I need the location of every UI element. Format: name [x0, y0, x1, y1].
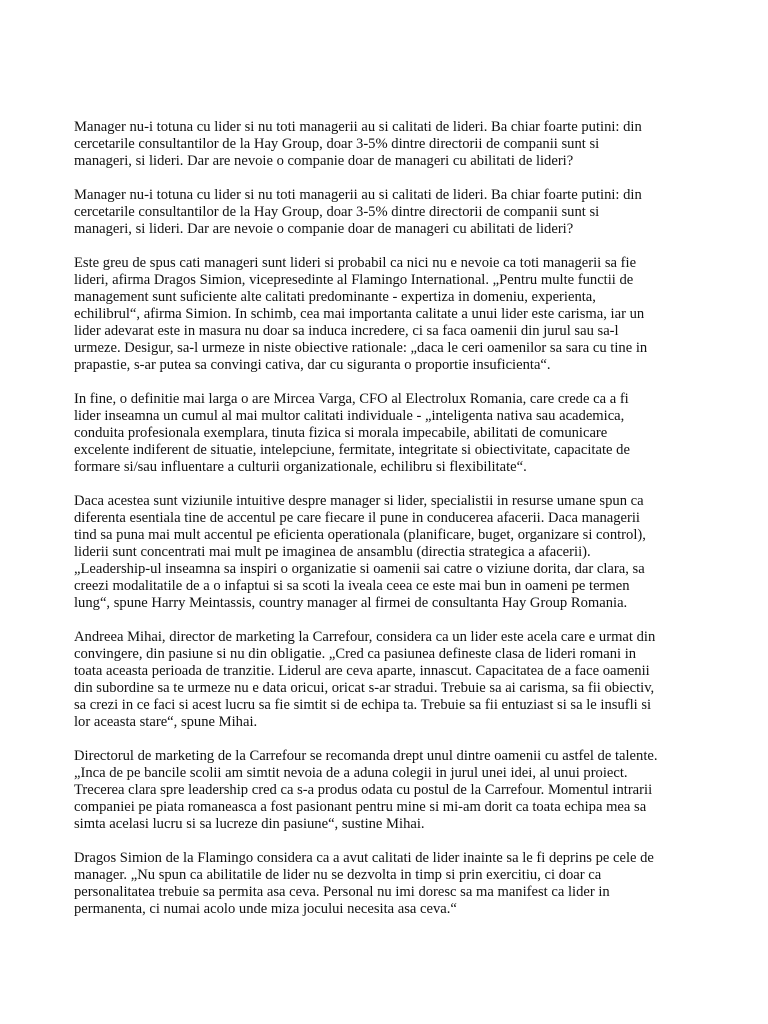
text-line: lider inseamna un cumul al mai multor calitati individuale - „inteligenta nativa sau academica,	[74, 408, 625, 424]
text-line: Andreea Mihai, director de marketing la Carrefour, considera ca un lider este acela care e urmat din	[74, 629, 656, 645]
text-line: Trecerea clara spre leadership cred ca s-a produs odata cu postul de la Carrefour. Momentul intrarii	[74, 782, 653, 798]
paragraph-1	[74, 119, 708, 170]
text-line: lor aceasta stare“, spune Mihai.	[74, 714, 258, 730]
text-line: „Leadership-ul inseamna sa inspiri o organizatie si oamenii sai catre o viziune dorita, dar clara, sa	[74, 561, 645, 577]
text-line: cercetarile consultantilor de la Hay Group, doar 3-5% dintre directorii de companii sunt si	[74, 136, 600, 152]
paragraph-7	[74, 748, 708, 833]
paragraph-5	[74, 493, 708, 612]
text-line: permanenta, ci numai acolo unde miza jocului necesita asa ceva.“	[74, 901, 457, 917]
text-line: Este greu de spus cati manageri sunt lideri si probabil ca nici nu e nevoie ca toti managerii sa fie	[74, 255, 637, 271]
paragraph-8	[74, 850, 708, 918]
text-line: toata aceasta perioada de tranzitie. Liderul are ceva aparte, innascut. Capacitatea de a face oamenii	[74, 663, 650, 679]
text-line: diferenta esentiala tine de accentul pe care fiecare il pune in conducerea afacerii. Daca managerii	[74, 510, 640, 526]
paragraph-3	[74, 255, 708, 374]
text-line: lung“, spune Harry Meintassis, country manager al firmei de consultanta Hay Group Romania.	[74, 595, 628, 611]
paragraph-2	[74, 187, 708, 238]
text-line: cercetarile consultantilor de la Hay Group, doar 3-5% dintre directorii de companii sunt si	[74, 204, 600, 220]
text-line: formare si/sau influentare a culturii organizationale, echilibru si flexibilitate“.	[74, 459, 527, 475]
text-line: sa crezi in ce faci si acest lucru sa fie simtit si de echipa ta. Trebuie sa fii entuziast si sa le insufli si	[74, 697, 652, 713]
paragraph-4	[74, 391, 708, 476]
text-line: liderii sunt concentrati mai mult pe imaginea de ansamblu (directia strategica a afacerii).	[74, 544, 591, 560]
text-line: Manager nu-i totuna cu lider si nu toti managerii au si calitati de lideri. Ba chiar foarte putini: din	[74, 187, 642, 203]
text-line: „Inca de pe bancile scolii am simtit nevoia de a aduna colegii in jurul unei idei, al unui proiect.	[74, 765, 628, 781]
text-line: Daca acestea sunt viziunile intuitive despre manager si lider, specialistii in resurse umane spun ca	[74, 493, 644, 509]
text-line: Manager nu-i totuna cu lider si nu toti managerii au si calitati de lideri. Ba chiar foarte putini: din	[74, 119, 642, 135]
text-line: din subordine sa te urmeze nu e data oricui, oricat s-ar stradui. Trebuie sa ai carisma, sa fii obiectiv,	[74, 680, 655, 696]
text-line: prapastie, s-ar putea sa convingi cativa, dar cu siguranta o proportie insuficienta“.	[74, 357, 551, 373]
text-line: convingere, din pasiune si nu din obligatie. „Cred ca pasiunea defineste clasa de lideri romani in	[74, 646, 637, 662]
text-line: In fine, o definitie mai larga o are Mircea Varga, CFO al Electrolux Romania, care crede ca a fi	[74, 391, 629, 407]
text-line: personalitatea trebuie sa permita asa ceva. Personal nu imi doresc sa ma manifest ca lider in	[74, 884, 610, 900]
text-line: conduita profesionala exemplara, tinuta fizica si morala impecabile, abilitati de comunicare	[74, 425, 608, 441]
text-line: simta acelasi lucru si sa lucreze din pasiune“, sustine Mihai.	[74, 816, 425, 832]
text-line: management sunt suficiente alte calitati predominante - expertiza in domeniu, experienta,	[74, 289, 596, 305]
text-line: manageri, si lideri. Dar are nevoie o companie doar de manageri cu abilitati de lideri?	[74, 221, 574, 237]
text-line: companiei pe piata romaneasca a fost pasionant pentru mine si mi-am dorit ca toata echipa mea sa	[74, 799, 647, 815]
text-line: Directorul de marketing de la Carrefour se recomanda drept unul dintre oamenii cu astfel de talente.	[74, 748, 658, 764]
text-line: lider adevarat este in masura nu doar sa induca incredere, ci sa faca oamenii din jurul sau sa-l	[74, 323, 619, 339]
text-line: Dragos Simion de la Flamingo considera ca a avut calitati de lider inainte sa le fi deprins pe cele de	[74, 850, 654, 866]
paragraph-6	[74, 629, 708, 731]
text-line: lideri, afirma Dragos Simion, vicepresedinte al Flamingo International. „Pentru multe functii de	[74, 272, 634, 288]
text-line: manageri, si lideri. Dar are nevoie o companie doar de manageri cu abilitati de lideri?	[74, 153, 574, 169]
text-line: echilibrul“, afirma Simion. In schimb, cea mai importanta calitate a unui lider este carisma, iar un	[74, 306, 645, 322]
text-line: urmeze. Desigur, sa-l urmeze in niste obiective rationale: „daca le ceri oamenilor sa sara cu tine in	[74, 340, 648, 356]
text-line: excelente indiferent de situatie, intelepciune, fermitate, integritate si obiectivitate, capacitate de	[74, 442, 630, 458]
text-line: manager. „Nu spun ca abilitatile de lider nu se dezvolta in timp si prin exercitiu, ci doar ca	[74, 867, 602, 883]
text-line: tind sa puna mai mult accentul pe eficienta operationala (planificare, buget, organizare si control),	[74, 527, 646, 543]
text-line: creezi modalitatile de a o infaptui si sa scoti la iveala ceea ce este mai bun in oameni pe termen	[74, 578, 630, 594]
